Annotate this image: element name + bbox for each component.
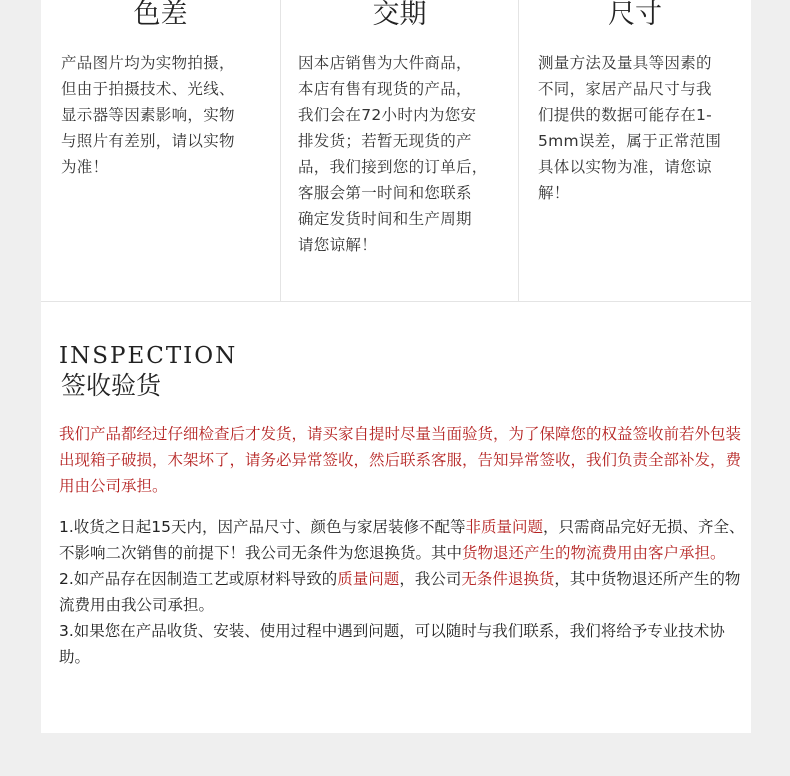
column-title: 尺寸 [608,0,662,30]
inspection-terms-list [59,514,747,670]
section-divider [41,301,751,302]
list-item: 1.收货之日起15天内，因产品尺寸、颜色与家居装修不配等非质量问题，只需商品完好无损、齐全、不影响二次销售的前提下！我公司无条件为您退换货。其中货物退还产生的物流费用由客户承担。 [59,518,745,562]
list-item: 3.如果您在产品收货、安装、使用过程中遇到问题，可以随时与我们联系，我们将给予专业技术协助。 [59,622,725,666]
delivery-column [280,0,518,301]
color-difference-column [41,0,280,301]
column-title: 色差 [133,0,188,30]
column-text: 因本店销售为大件商品， 本店有售有现货的产品， 我们会在72小时内为您安 排发货；若暂无现货的产 品，我们接到您的订单后， 客服会第一时间和您联系 确定发货时间和生产周期 请您谅解！ [298,54,488,254]
content-card [41,0,751,733]
list-item: 2.如产品存在因制造工艺或原材料导致的质量问题，我公司无条件退换货，其中货物退还所产生的物流费用由我公司承担。 [59,570,741,614]
size-column [518,0,751,301]
column-text: 产品图片均为实物拍摄， 但由于拍摄技术、光线、 显示器等因素影响，实物 与照片有差别，请以实物 为准！ [61,54,235,176]
column-text: 测量方法及量具等因素的 不同，家居产品尺寸与我 们提供的数据可能存在1- 5mm误差，属于正常范围 具体以实物为准，请您谅 解！ [538,54,722,202]
policy-columns [41,0,751,301]
inspection-english-title: INSPECTION [59,343,238,369]
inspection-notice: 我们产品都经过仔细检查后才发货，请买家自提时尽量当面验货，为了保障您的权益签收前若外包装出现箱子破损，木架坏了，请务必异常签收，然后联系客服，告知异常签收，我们负责全部补发，费用由公司承担。 [59,425,742,495]
inspection-chinese-title: 签收验货 [61,371,162,400]
column-title: 交期 [372,0,427,30]
